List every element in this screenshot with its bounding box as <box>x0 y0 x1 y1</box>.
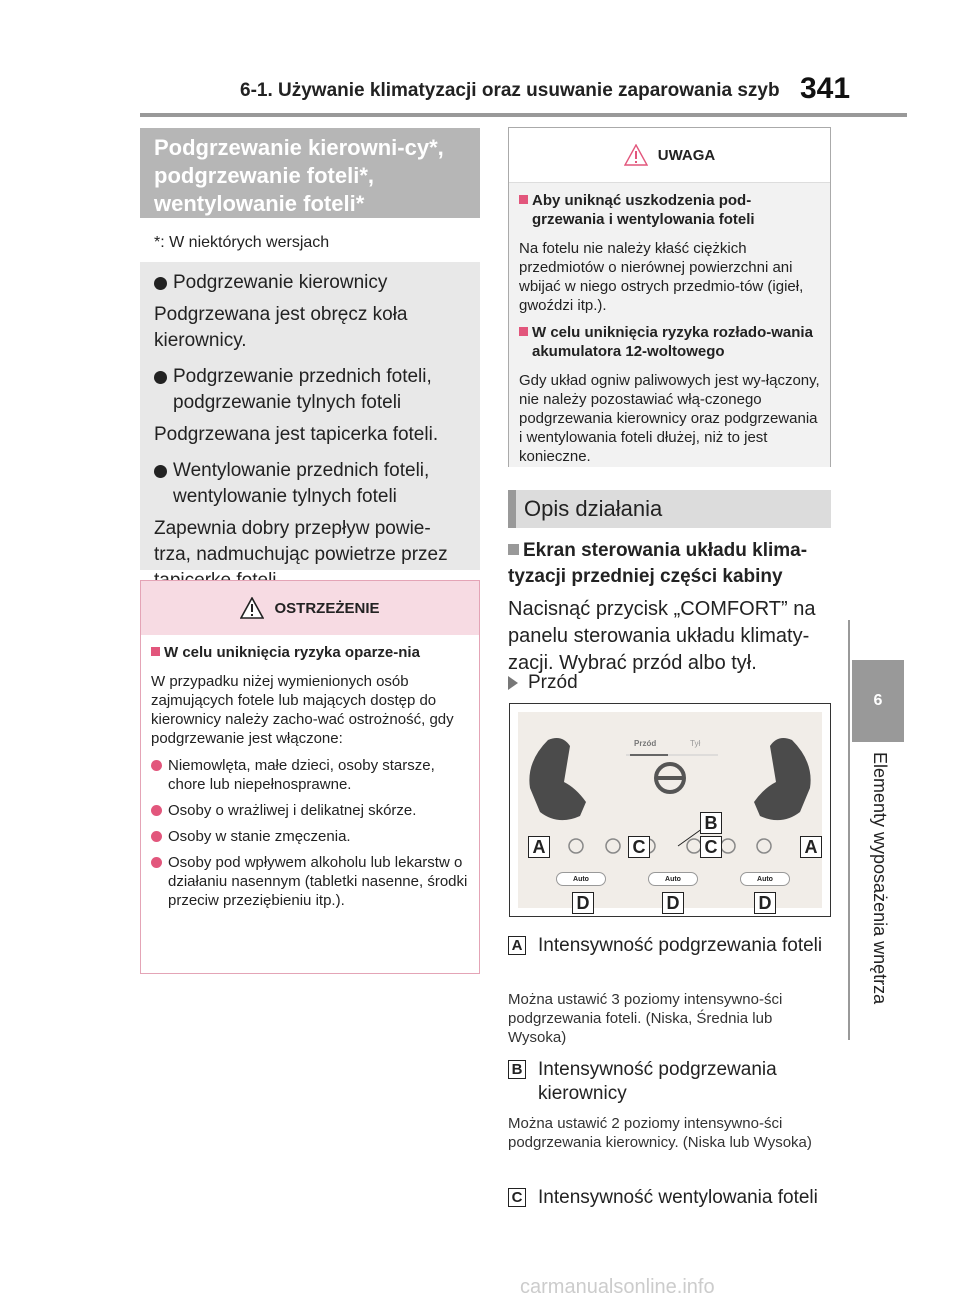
warning-bullet <box>151 827 469 846</box>
callout-b: B <box>700 812 722 834</box>
chapter-label: Elementy wyposażenia wnętrza <box>870 752 890 1005</box>
square-bullet-icon <box>519 327 528 336</box>
section-title-heating: Podgrzewanie kierowni-cy*, podgrzewanie foteli*, wentylowanie foteli* <box>140 128 480 218</box>
caution-subtitle <box>519 323 820 361</box>
info-item <box>154 458 466 510</box>
bullet-icon <box>154 277 167 290</box>
info-item <box>154 364 466 416</box>
caution-subtitle-text: Aby uniknąć uszkodzenia pod-grzewania i wentylowania foteli <box>532 192 755 228</box>
page-number: 341 <box>800 72 851 105</box>
square-bullet-icon <box>151 647 160 656</box>
side-tab-line <box>848 620 850 1040</box>
bullet-icon <box>154 465 167 478</box>
seat-left-icon <box>529 738 586 820</box>
subheading <box>508 538 838 590</box>
info-heading: Podgrzewanie przednich foteli, podgrzewanie tylnych foteli <box>173 366 432 413</box>
caution-text: Na fotelu nie należy kłaść ciężkich przedmiotów o nierównej powierzchni ani wbijać w niego ostrych przedmio-tów (igieł, gwoździ itp.). <box>519 240 804 314</box>
auto-button-center[interactable]: Auto <box>648 872 698 886</box>
legend-key: C <box>508 1188 526 1207</box>
info-text: Podgrzewana jest tapicerka foteli. <box>154 424 439 445</box>
warning-subtitle-text: W celu uniknięcia ryzyka oparze-nia <box>164 644 420 661</box>
info-text: Podgrzewana jest obręcz koła kierownicy. <box>154 304 408 351</box>
warning-bullet <box>151 801 469 820</box>
caution-subtitle-text: W celu uniknięcia ryzyka rozłado-wania akumulatora 12-woltowego <box>532 324 813 360</box>
bullet-icon <box>154 371 167 384</box>
warning-bullet-text: Osoby pod wpływem alkoholu lub lekarstw o działaniu nasennym (tabletki nasenne, środki przeciw przeziębieniu itp.). <box>168 854 468 909</box>
climate-screen-figure <box>509 703 831 917</box>
screen-display <box>518 712 822 913</box>
warning-bullet <box>151 853 469 910</box>
bullet-icon <box>151 805 162 816</box>
bullet-icon <box>151 760 162 771</box>
legend-title: Intensywność podgrzewania foteli <box>538 935 823 956</box>
legend-title: Intensywność podgrzewania kierownicy <box>538 1059 777 1104</box>
callout-a-left: A <box>528 836 550 858</box>
legend-desc: Można ustawić 2 poziomy intensywno-ści podgrzewania kierownicy. (Niska lub Wysoka) <box>508 1115 812 1151</box>
callout-c-left: C <box>628 836 650 858</box>
option-label: Przód <box>528 672 578 693</box>
header-rule <box>140 113 907 117</box>
auto-button-left[interactable]: Auto <box>556 872 606 886</box>
running-header: 6-1. Używanie klimatyzacji oraz usuwanie zaparowania szyb <box>240 80 780 101</box>
caution-title: UWAGA <box>657 146 716 164</box>
subheading-text: Ekran sterowania układu klima-tyzacji przedniej części kabiny <box>508 540 808 587</box>
callout-a-right: A <box>800 836 822 858</box>
legend-item-a <box>508 934 838 958</box>
callout-c-right: C <box>700 836 722 858</box>
tab-rear[interactable]: Tył <box>690 739 701 748</box>
info-text: Zapewnia dobry przepływ powie-trza, nadmuchując powietrze przez <box>154 518 448 565</box>
info-heading: Podgrzewanie kierownicy <box>173 272 388 293</box>
callout-d-center: D <box>662 892 684 914</box>
warning-subtitle <box>151 643 469 662</box>
bullet-icon <box>151 831 162 842</box>
legend-title: Intensywność wentylowania foteli <box>538 1187 818 1208</box>
warning-bullet <box>151 756 469 794</box>
chapter-tab: 6 <box>852 660 904 742</box>
legend-item-b <box>508 1058 838 1106</box>
footnote: *: W niektórych wersjach <box>154 234 330 251</box>
bullet-icon <box>151 857 162 868</box>
legend-key: B <box>508 1060 526 1079</box>
option-front <box>508 672 578 694</box>
tab-front[interactable]: Przód <box>634 739 657 748</box>
warning-bullet-text: Osoby w stanie zmęczenia. <box>168 828 351 845</box>
warning-header <box>141 581 479 635</box>
warning-box <box>140 580 480 974</box>
warning-intro: W przypadku niżej wymienionych osób zajmujących fotele lub mających dostęp do kierownicy należy zacho-wać ostrożność, gdy podgrzewanie jest włączone: <box>151 673 454 747</box>
warning-triangle-icon <box>240 597 264 619</box>
triangle-bullet-icon <box>508 676 518 690</box>
section-title-text: Opis działania <box>524 496 663 521</box>
warning-title: OSTRZEŻENIE <box>274 599 380 617</box>
info-heading: Wentylowanie przednich foteli, wentylowanie tylnych foteli <box>173 460 430 507</box>
seat-right-icon <box>754 738 811 820</box>
info-item <box>154 270 466 296</box>
caution-triangle-icon <box>624 144 648 166</box>
legend-desc: Można ustawić 3 poziomy intensywno-ści podgrzewania foteli. (Niska, Średnia lub Wysoka) <box>508 991 783 1046</box>
callout-d-left: D <box>572 892 594 914</box>
auto-button-right[interactable]: Auto <box>740 872 790 886</box>
caution-subtitle <box>519 191 820 229</box>
warning-bullet-text: Niemowlęta, małe dzieci, osoby starsze, chore lub niepełnosprawne. <box>168 757 435 793</box>
caution-box <box>508 127 831 467</box>
legend-item-c <box>508 1186 838 1210</box>
section-title-operation <box>508 490 831 528</box>
square-bullet-icon <box>508 544 519 555</box>
caution-text: Gdy układ ogniw paliwowych jest wy-łączony, nie należy pozostawiać włą-czonego podgrzewania kierownicy oraz podgrzewania i wentylowania foteli dłużej, niż to jest konieczne. <box>519 372 820 465</box>
paragraph: Nacisnąć przycisk „COMFORT” na panelu sterowania układu klimaty-zacji. Wybrać przód albo tył. <box>508 598 816 674</box>
callout-d-right: D <box>754 892 776 914</box>
square-bullet-icon <box>519 195 528 204</box>
info-panel <box>140 262 480 570</box>
watermark: carmanualsonline.info <box>520 1276 715 1298</box>
legend-key: A <box>508 936 526 955</box>
caution-header <box>509 128 830 183</box>
warning-bullet-text: Osoby o wrażliwej i delikatnej skórze. <box>168 802 417 819</box>
